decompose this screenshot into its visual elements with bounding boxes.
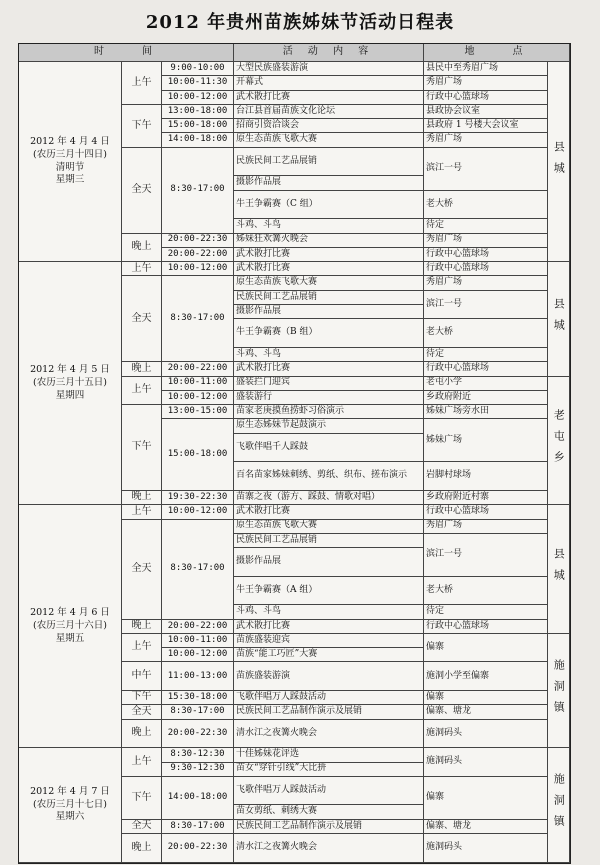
location-cell: 待定: [424, 348, 548, 362]
activity-cell: 摄影作品展: [234, 176, 424, 190]
time-cell: 8:30-17:00: [162, 820, 234, 834]
location-cell: 秀眉广场: [424, 276, 548, 290]
period-cell: 全天: [122, 705, 162, 719]
activity-cell: 原生态苗族飞歌大赛: [234, 276, 424, 290]
activity-cell: 原生态苗族飞歌大赛: [234, 133, 424, 147]
activity-cell: 台江县首届苗族文化论坛: [234, 105, 424, 119]
time-cell: 8:30-12:30: [162, 748, 234, 762]
location-cell: 偏寨: [424, 777, 548, 820]
time-cell: 9:00-10:00: [162, 62, 234, 76]
period-cell: 全天: [122, 520, 162, 620]
time-cell: 20:00-22:00: [162, 362, 234, 376]
period-cell: 上午: [122, 62, 162, 105]
time-cell: 15:00-18:00: [162, 119, 234, 133]
activity-cell: 苗寨之夜（游方、踩鼓、情歌对唱）: [234, 491, 424, 505]
time-cell: 10:00-11:00: [162, 634, 234, 648]
time-cell: 10:00-11:30: [162, 76, 234, 90]
location-cell: 秀眉广场: [424, 133, 548, 147]
time-cell: 19:30-22:30: [162, 491, 234, 505]
date-cell: 2012 年 4 月 5 日 (农历三月十五日) 星期四: [19, 262, 122, 505]
location-cell: 偏寨、塘龙: [424, 705, 548, 719]
header-time: 时 间: [19, 44, 234, 62]
activity-cell: 民族民间工艺品展销: [234, 148, 424, 177]
activity-cell: 百名苗家姊妹刺绣、剪纸、织布、搓布演示: [234, 462, 424, 491]
period-cell: 晚上: [122, 362, 162, 376]
activity-cell: 飞歌伴唱万人踩鼓活动: [234, 777, 424, 806]
activity-cell: 斗鸡、斗鸟: [234, 348, 424, 362]
activity-cell: 牛王争霸赛（B 组）: [234, 319, 424, 348]
date-cell: 2012 年 4 月 4 日 (农历三月十四日) 清明节 星期三: [19, 62, 122, 262]
time-cell: 8:30-17:00: [162, 520, 234, 620]
location-cell: 滨江一号: [424, 148, 548, 191]
page-title: 2012 年贵州苗族姊妹节活动日程表: [145, 12, 455, 33]
location-cell: 岩脚村球场: [424, 462, 548, 491]
period-cell: 下午: [122, 405, 162, 491]
period-cell: 晚上: [122, 234, 162, 263]
activity-cell: 苗族“能工巧匠”大赛: [234, 648, 424, 662]
header-location: 地 点: [424, 44, 570, 62]
activity-cell: 飞歌伴唱千人踩鼓: [234, 434, 424, 463]
location-cell: 姊妹广场: [424, 419, 548, 462]
activity-cell: 民族民间工艺品制作演示及展销: [234, 705, 424, 719]
activity-cell: 苗族盛装游演: [234, 662, 424, 691]
area-cell: 施洞镇: [548, 748, 570, 862]
location-cell: 行政中心篮球场: [424, 620, 548, 634]
time-cell: 13:00-15:00: [162, 405, 234, 419]
activity-cell: 开幕式: [234, 76, 424, 90]
activity-cell: 盛装拦门迎宾: [234, 377, 424, 391]
activity-cell: 十佳姊妹花评选: [234, 748, 424, 762]
header-activity: 活 动 内 容: [234, 44, 424, 62]
time-cell: 10:00-12:00: [162, 648, 234, 662]
time-cell: 10:00-11:00: [162, 377, 234, 391]
location-cell: 施洞码头: [424, 748, 548, 777]
time-cell: 14:00-18:00: [162, 777, 234, 820]
area-cell: 县城: [548, 62, 570, 262]
location-cell: 秀眉广场: [424, 234, 548, 248]
area-cell: 老屯乡: [548, 377, 570, 506]
period-cell: 晚上: [122, 620, 162, 634]
activity-cell: 飞歌伴唱万人踩鼓活动: [234, 691, 424, 705]
activity-cell: 苗女剪纸、刺绣大赛: [234, 805, 424, 819]
location-cell: 秀眉广场: [424, 76, 548, 90]
time-cell: 10:00-12:00: [162, 391, 234, 405]
time-cell: 11:00-13:00: [162, 662, 234, 691]
location-cell: 县政府 1 号楼大会议室: [424, 119, 548, 133]
activity-cell: 苗女“穿针引线”大比拼: [234, 763, 424, 777]
period-cell: 晚上: [122, 720, 162, 749]
activity-cell: 清水江之夜篝火晚会: [234, 720, 424, 749]
location-cell: 滨江一号: [424, 534, 548, 577]
activity-cell: 大型民族盛装游演: [234, 62, 424, 76]
activity-cell: 武术散打比赛: [234, 620, 424, 634]
location-cell: 秀眉广场: [424, 520, 548, 534]
period-cell: 下午: [122, 691, 162, 705]
time-cell: 10:00-12:00: [162, 91, 234, 105]
location-cell: 老大桥: [424, 577, 548, 606]
schedule-table: [18, 43, 571, 864]
area-cell: 县城: [548, 505, 570, 634]
area-cell: 县城: [548, 262, 570, 376]
activity-cell: 牛王争霸赛（A 组）: [234, 577, 424, 606]
activity-cell: 招商引资洽谈会: [234, 119, 424, 133]
time-cell: 20:00-22:30: [162, 720, 234, 749]
period-cell: 上午: [122, 262, 162, 276]
period-cell: 上午: [122, 377, 162, 406]
location-cell: 乡政府附近: [424, 391, 548, 405]
activity-cell: 武术散打比赛: [234, 262, 424, 276]
activity-cell: 摄影作品展: [234, 305, 424, 319]
location-cell: 行政中心篮球场: [424, 248, 548, 262]
location-cell: 老大桥: [424, 319, 548, 348]
activity-cell: 斗鸡、斗鸟: [234, 605, 424, 619]
location-cell: 施洞码头: [424, 834, 548, 863]
time-cell: 20:00-22:00: [162, 248, 234, 262]
period-cell: 上午: [122, 505, 162, 519]
period-cell: 全天: [122, 820, 162, 834]
time-cell: 20:00-22:30: [162, 234, 234, 248]
location-cell: 待定: [424, 605, 548, 619]
activity-cell: 原生态苗族飞歌大赛: [234, 520, 424, 534]
location-cell: 偏寨: [424, 691, 548, 705]
time-cell: 10:00-12:00: [162, 262, 234, 276]
location-cell: 老屯小学: [424, 377, 548, 391]
time-cell: 9:30-12:30: [162, 763, 234, 777]
period-cell: 晚上: [122, 834, 162, 863]
location-cell: 行政中心篮球场: [424, 91, 548, 105]
period-cell: 中午: [122, 662, 162, 691]
location-cell: 老大桥: [424, 191, 548, 220]
location-cell: 乡政府附近村寨: [424, 491, 548, 505]
time-cell: 15:00-18:00: [162, 419, 234, 490]
activity-cell: 斗鸡、斗鸟: [234, 219, 424, 233]
area-cell: 施洞镇: [548, 634, 570, 748]
activity-cell: 摄影作品展: [234, 548, 424, 577]
period-cell: 晚上: [122, 491, 162, 505]
activity-cell: 苗族盛装迎宾: [234, 634, 424, 648]
location-cell: 行政中心篮球场: [424, 362, 548, 376]
activity-cell: 姊妹狂欢篝火晚会: [234, 234, 424, 248]
date-cell: 2012 年 4 月 6 日 (农历三月十六日) 星期五: [19, 505, 122, 748]
location-cell: 滨江一号: [424, 291, 548, 320]
date-cell: 2012 年 4 月 7 日 (农历三月十七日) 星期六: [19, 748, 122, 862]
time-cell: 8:30-17:00: [162, 148, 234, 234]
period-cell: 全天: [122, 148, 162, 234]
time-cell: 20:00-22:30: [162, 834, 234, 863]
activity-cell: 清水江之夜篝火晚会: [234, 834, 424, 863]
location-cell: 姊妹广场旁水田: [424, 405, 548, 419]
activity-cell: 民族民间工艺品展销: [234, 291, 424, 305]
period-cell: 上午: [122, 748, 162, 777]
location-cell: 偏寨、塘龙: [424, 820, 548, 834]
location-cell: 行政中心篮球场: [424, 505, 548, 519]
time-cell: 10:00-12:00: [162, 505, 234, 519]
location-cell: 偏寨: [424, 634, 548, 663]
period-cell: 下午: [122, 777, 162, 820]
activity-cell: 民族民间工艺品制作演示及展销: [234, 820, 424, 834]
location-cell: 行政中心篮球场: [424, 262, 548, 276]
activity-cell: 武术散打比赛: [234, 91, 424, 105]
activity-cell: 盛装游行: [234, 391, 424, 405]
location-cell: 县政协会议室: [424, 105, 548, 119]
location-cell: 待定: [424, 219, 548, 233]
location-cell: 施洞小学至偏寨: [424, 662, 548, 691]
period-cell: 上午: [122, 634, 162, 663]
period-cell: 全天: [122, 276, 162, 362]
time-cell: 13:00-18:00: [162, 105, 234, 119]
time-cell: 15:30-18:00: [162, 691, 234, 705]
period-cell: 下午: [122, 105, 162, 148]
activity-cell: 武术散打比赛: [234, 248, 424, 262]
time-cell: 8:30-17:00: [162, 705, 234, 719]
location-cell: 县民中至秀眉广场: [424, 62, 548, 76]
time-cell: 20:00-22:00: [162, 620, 234, 634]
activity-cell: 苗家老庚摸鱼捞虾习俗演示: [234, 405, 424, 419]
location-cell: 施洞码头: [424, 720, 548, 749]
activity-cell: 牛王争霸赛（C 组）: [234, 191, 424, 220]
activity-cell: 武术散打比赛: [234, 362, 424, 376]
time-cell: 8:30-17:00: [162, 276, 234, 362]
activity-cell: 民族民间工艺品展销: [234, 534, 424, 548]
time-cell: 14:00-18:00: [162, 133, 234, 147]
activity-cell: 武术散打比赛: [234, 505, 424, 519]
activity-cell: 原生态姊妹节起鼓演示: [234, 419, 424, 433]
